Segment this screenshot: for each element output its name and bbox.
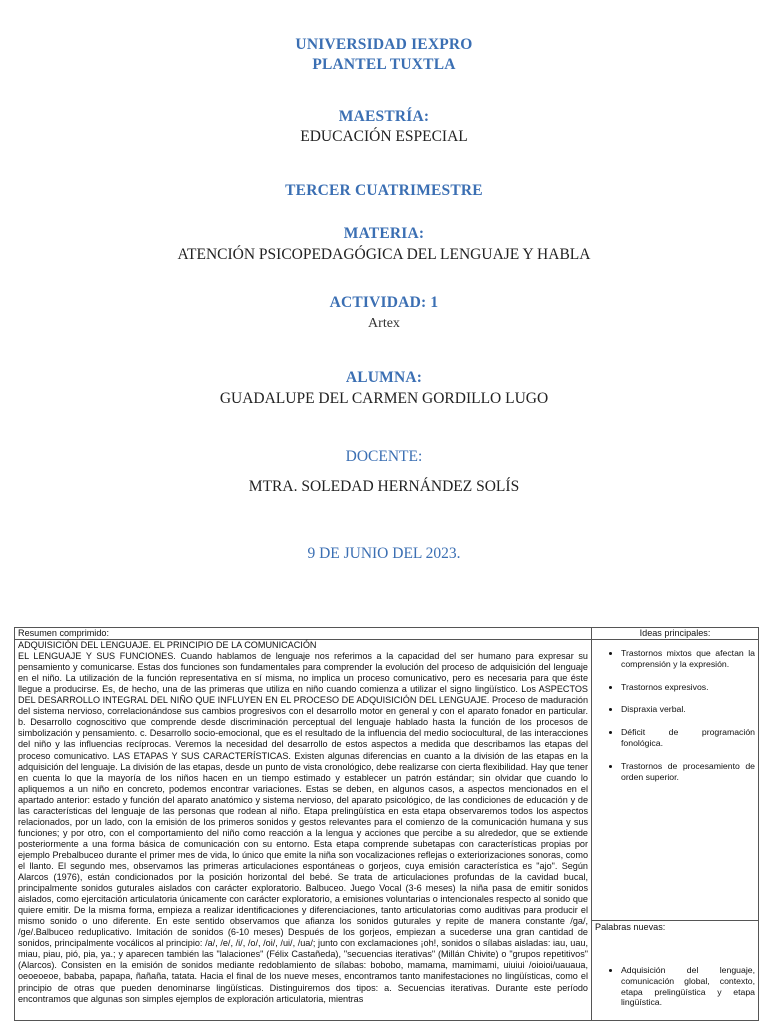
teacher-label: DOCENTE:	[345, 448, 423, 465]
student-label: ALUMNA:	[345, 369, 423, 386]
list-item: • Déficit de programación fonológica.	[621, 727, 755, 749]
activity-name: Artex	[368, 316, 400, 331]
ideas-list	[595, 648, 755, 782]
summary-body: EL LENGUAJE Y SUS FUNCIONES. Cuando hablamos de lenguaje nos referimos a la capacidad del ser humano para expresar su pensamiento y comunicarse. Estas dos funciones son fundamentales para comprender la evolución del proceso de adquisición del lenguaje en el niño. La utilización de la función representativa en sí misma, no implica un proceso comunicativo, pero es necesaria para que éste llegue a producirse. Es, de hecho, una de las primeras que utiliza en niño cuando comienza a utilizar el signo lingüístico. Los ASPECTOS DEL DESARROLLO INTEGRAL DEL NIÑO QUE INFLUYEN EN EL PROCESO DE ADQUISICIÓN DEL LENGUAJE. Proceso de maduración del sistema nervioso, correlacionándose sus cambios progresivos con el desarrollo motor en general y con el aparato fonador en particular. b. Desarrollo cognoscitivo que comprende desde discriminación perceptual del lenguaje hablado hasta la función de los procesos de simbolización y pensamiento. c. Desarrollo socio-emocional, que es el resultado de la influencia del medio sociocultural, de las interacciones del niño y las influencias recíprocas. Veremos la necesidad del desarrollo de estos aspectos a medida que describamos las etapas del proceso comunicativo. LAS ETAPAS Y SUS CARACTERÍSTICAS. Existen algunas diferencias en cuanto a la división de las etapas en la adquisición del lenguaje. La división de las etapas, desde un punto de vista cronológico, debe realizarse con cierta flexibilidad. Hay que tener en cuenta lo que la mayoría de los niños hacen en un tiempo estimado y establecer un patrón estándar; sin olvidar que cuando lo apliquemos a un niño en concreto, podemos encontrar variaciones. Estas se deben, en algunos casos, a aspectos mencionados en el apartado anterior: estado y función del aparato anatómico y sistema nervioso, del aparato psicológico, de las condiciones de educación y de las características del lenguaje de las personas que rodean al niño. Etapa prelingüística en esta etapa observaremos todos los aspectos relacionados, por un lado, con la emisión de los primeros sonidos y gestos relevantes para el comienzo de la comunicación humana y sus funciones; y por otro, con el comportamiento del niño como reacción a la lengua y acciones que percibe a su alrededor, que se extiende posteriormente a una forma básica de comunicación con su entorno. Esta etapa comprende subetapas con características propias por ejemplo Prebalbuceo durante el primer mes de vida, lo único que emite la niña son vocalizaciones reflejas o exteriorizaciones sonoras, como el llanto. El segundo mes, observamos las primeras articulaciones espontáneas o gorjeos, cuya emisión característica es "ajo". Según Alarcos (1976), están condicionados por la posición horizontal del bebé. Se trata de articulaciones profundas de la cavidad bucal, principalmente sonidos guturales aislados con carácter exploratorio. Balbuceo. Juego Vocal (3-6 meses) la niña pasa de emitir sonidos aislados, como ejercitación articulatoria únicamente con carácter exploratorio, a emisiones voluntarias o intencionales respecto al sonido que quiere emitir. De la misma forma, empieza a realizar identificaciones y diferenciaciones, tanto articulatorias como auditivas para producir el mismo sonido o uno diferente. En este sentido observamos que afianza los sonidos guturales y repite de manera constante /ga/, /ge/.Balbuceo reduplicativo. Imitación de sonidos (6-10 meses) Después de los gorjeos, empiezan a sucederse una gran cantidad de sonidos, principalmente vocálicos al principio: /a/, /e/, /i/, /o/, /oi/, /ui/, /ua/; junto con exclamaciones ¡oh!, sonidos o sílabas aisladas: iau, uau, miau, piau, pió, pia, ya.; y aparecen también las "lalaciones" (Félix Castañeda), "secuencias iterativas" (Millán Chivite) o "grupos repetitivos" (Alarcos). Consisten en la emisión de sonidos mediante redoblamiento de sílabas: bobobo, mamama, mamimami, uiuiui /oioioi/uauaua, oeoeoeoe, bababa, papapa, ñañaña, tatata. Hacia el final de los nueve meses, encontramos tanto manifestaciones no lingüísticas, como el principio de otras que pueden denominarse lingüísticas. Distinguiremos dos tipos: a. Secuencias iterativas. Durante este período encontramos que algunas son simples ejemplos de exploración articulatoria, mientras	[18, 651, 588, 1004]
list-item: • Adquisición del lenguaje, comunicación global, contexto, etapa prelingüística y etapa lingüística.	[621, 965, 755, 1008]
summary-cell	[15, 640, 592, 1021]
term-label: TERCER CUATRIMESTRE	[285, 182, 483, 199]
list-item: • Trastornos mixtos que afectan la comprensión y la expresión.	[621, 648, 755, 670]
ideas-section	[592, 648, 758, 920]
subject-label: MATERIA:	[343, 225, 425, 242]
date-text: 9 DE JUNIO DEL 2023.	[307, 545, 461, 562]
new-words-list	[595, 965, 755, 1008]
university-name: UNIVERSIDAD IEXPRO	[295, 36, 473, 53]
teacher-name: MTRA. SOLEDAD HERNÁNDEZ SOLÍS	[248, 478, 520, 495]
summary-header: Resumen comprimido:	[15, 628, 592, 640]
summary-table	[14, 627, 759, 1021]
degree-name: EDUCACIÓN ESPECIAL	[300, 128, 468, 145]
new-words-section	[592, 965, 758, 1008]
list-item: • Trastornos expresivos.	[621, 682, 755, 693]
list-item: • Dispraxia verbal.	[621, 704, 755, 715]
new-words-header: Palabras nuevas:	[592, 920, 758, 953]
degree-label: MAESTRÍA:	[338, 108, 430, 125]
list-item: • Trastornos de procesamiento de orden superior.	[621, 761, 755, 783]
campus-name: PLANTEL TUXTLA	[312, 56, 456, 73]
ideas-cell	[592, 640, 759, 1021]
summary-title: ADQUISICIÓN DEL LENGUAJE. EL PRINCIPIO DE LA COMUNICACIÓN	[18, 640, 317, 651]
subject-name: ATENCIÓN PSICOPEDAGÓGICA DEL LENGUAJE Y HABLA	[177, 246, 591, 263]
ideas-header: Ideas principales:	[592, 628, 759, 640]
student-name: GUADALUPE DEL CARMEN GORDILLO LUGO	[219, 390, 549, 407]
activity-label: ACTIVIDAD: 1	[329, 294, 439, 311]
